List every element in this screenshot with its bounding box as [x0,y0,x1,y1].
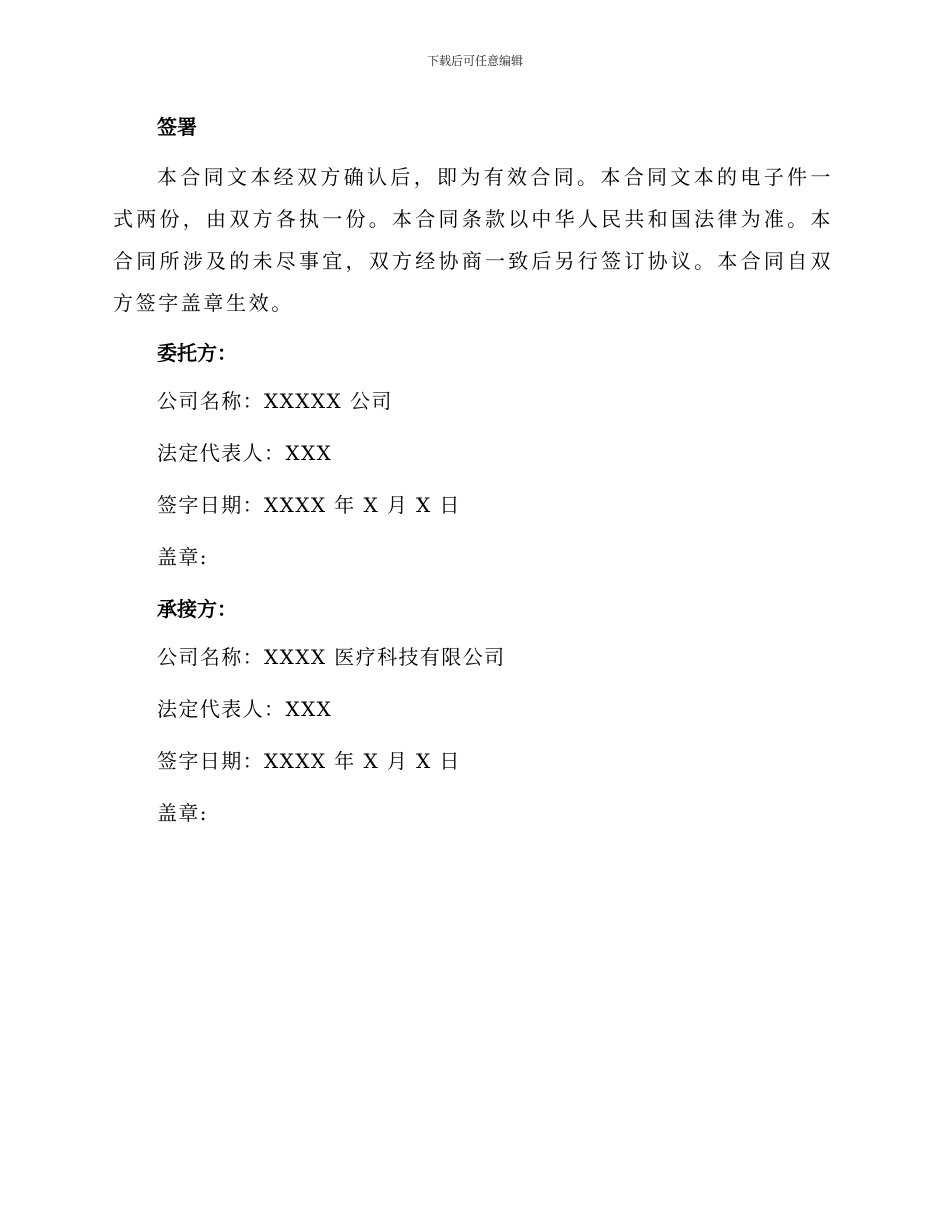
client-rep-value: XXX [285,441,333,465]
client-date-row [113,486,833,524]
contractor-date-row [113,742,833,780]
contractor-rep-row [113,690,833,728]
client-rep-row [113,434,833,472]
contractor-company-value: XXXX 医疗科技有限公司 [264,645,506,669]
client-company-row [113,382,833,420]
client-seal-row [113,538,833,576]
client-date-value: XXXX 年 X 月 X 日 [264,493,461,517]
client-company-label: 公司名称： [157,389,264,413]
contractor-rep-label: 法定代表人： [157,697,286,721]
client-date-label: 签字日期： [157,493,264,517]
contractor-date-label: 签字日期： [157,749,264,773]
signing-heading: 签署 [157,115,197,139]
contractor-rep-value: XXX [285,697,333,721]
contractor-company-row [113,638,833,676]
signing-paragraph: 本合同文本经双方确认后，即为有效合同。本合同文本的电子件一式两份，由双方各执一份。本合同条款以中华人民共和国法律为准。本合同所涉及的未尽事宜，双方经协商一致后另行签订协议。本合同自双方签字盖章生效。 [113,165,833,315]
client-company-value: XXXXX 公司 [264,389,393,413]
contractor-heading: 承接方： [157,597,237,621]
contractor-company-label: 公司名称： [157,645,264,669]
contractor-date-value: XXXX 年 X 月 X 日 [264,749,461,773]
contractor-seal-label: 盖章: [157,801,208,825]
client-heading: 委托方： [157,341,237,365]
page-header: 下载后可任意编辑 [426,54,523,68]
document-body [113,108,833,846]
client-seal-label: 盖章: [157,545,208,569]
client-rep-label: 法定代表人： [157,441,286,465]
contractor-seal-row [113,794,833,832]
